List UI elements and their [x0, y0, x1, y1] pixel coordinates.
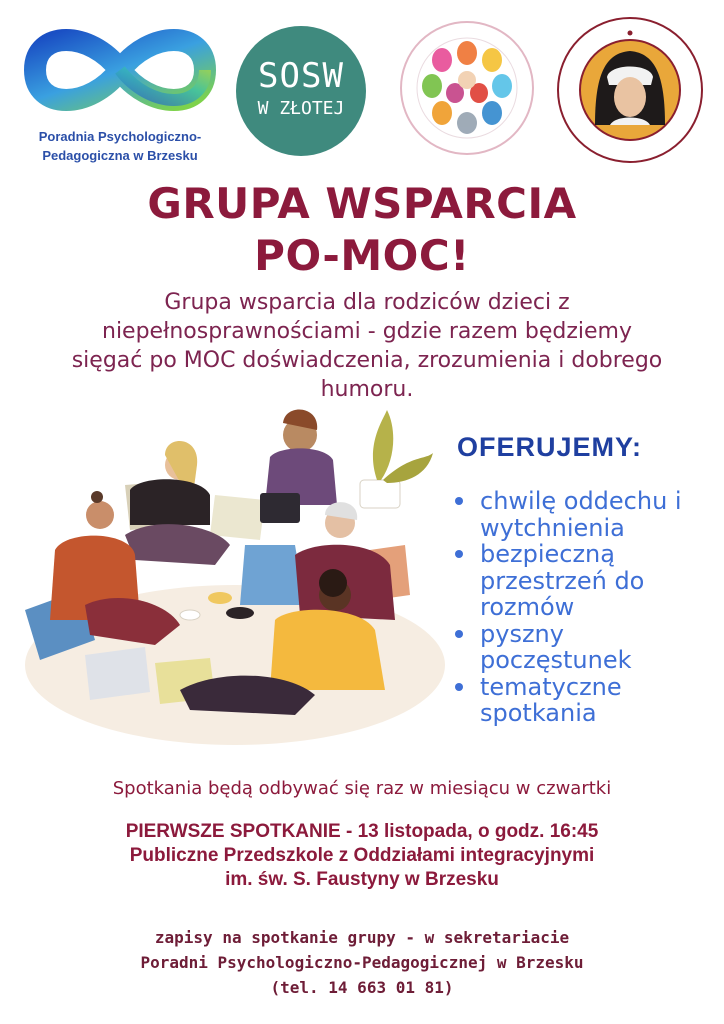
signup-line3: (tel. 14 663 01 81)	[270, 978, 454, 997]
offer-item	[450, 488, 700, 541]
first-meeting-line2: Publiczne Przedszkole z Oddziałami integracyjnymi	[129, 845, 595, 866]
people-sitting-circle-icon	[15, 405, 460, 750]
intro-text: Grupa wsparcia dla rodziców dzieci z niepełnosprawnościami - gdzie razem będziemy sięgać po MOC doświadczenia, zrozumienia i dobrego humoru.	[71, 290, 663, 402]
bullet-icon	[455, 497, 463, 505]
support-group-illustration	[15, 405, 460, 750]
logo-sosw-line2: W ZŁOTEJ	[257, 98, 345, 119]
first-meeting-line1: PIERWSZE SPOTKANIE - 13 listopada, o godz. 16:45	[125, 821, 599, 842]
signup-line2: Poradni Psychologiczno-Pedagogicznej w Brzesku	[140, 953, 584, 972]
offer-item-text: pyszny poczęstunek	[480, 619, 632, 674]
bullet-icon	[455, 683, 463, 691]
first-meeting-line3: im. św. S. Faustyny w Brzesku	[225, 869, 499, 890]
offer-item-text: tematyczne spotkania	[480, 672, 622, 727]
logo-sosw	[236, 26, 366, 156]
colorful-hands-logo-icon	[397, 18, 537, 158]
logo-ppp-line1: Poradnia Psychologiczno-	[38, 129, 202, 144]
offer-item	[450, 674, 700, 727]
infinity-logo-icon	[20, 15, 220, 125]
signup-info	[0, 925, 724, 1000]
offer-item	[450, 621, 700, 674]
logo-przedszkole-faustyna	[555, 15, 705, 165]
saint-faustina-logo-icon	[555, 15, 705, 165]
offer-heading: OFERUJEMY:	[457, 432, 643, 462]
bullet-icon	[455, 550, 463, 558]
offer-item-text: chwilę oddechu i wytchnienia	[480, 487, 682, 542]
signup-line1: zapisy na spotkanie grupy - w sekretariacie	[154, 928, 570, 947]
logo-sosw-line1: SOSW	[258, 56, 344, 96]
first-meeting-info	[0, 820, 724, 892]
logo-ppp-line2: Pedagogiczna w Brzesku	[42, 148, 198, 163]
bullet-icon	[455, 630, 463, 638]
offer-list	[450, 488, 700, 727]
schedule-text: Spotkania będą odbywać się raz w miesiącu w czwartki	[112, 778, 612, 799]
logo-poradnia	[20, 15, 220, 170]
offer-item	[450, 541, 700, 621]
offer-item-text: bezpieczną przestrzeń do rozmów	[480, 540, 645, 621]
logo-hands	[397, 18, 537, 158]
title-line1: GRUPA WSPARCIA	[147, 179, 577, 228]
page-title	[0, 178, 724, 282]
title-line2: PO-MOC!	[254, 231, 470, 280]
